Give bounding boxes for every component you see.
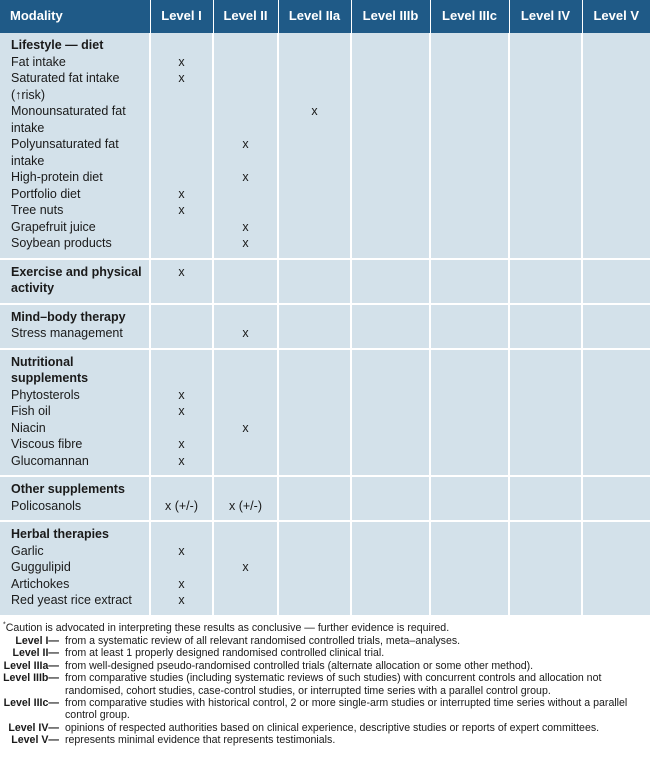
value-mark	[214, 309, 277, 326]
value-cell	[430, 521, 509, 615]
value-mark	[214, 481, 277, 498]
modality-cell	[0, 259, 150, 304]
value-box	[431, 477, 508, 487]
value-box	[431, 350, 508, 360]
header-level-i: Level I	[150, 0, 213, 33]
value-box	[431, 260, 508, 270]
value-mark	[214, 120, 277, 137]
value-mark	[151, 103, 212, 120]
value-box	[352, 522, 429, 532]
value-mark	[279, 202, 350, 219]
value-box	[279, 522, 350, 615]
value-box	[431, 305, 508, 315]
level-definitions	[3, 635, 646, 747]
value-box	[214, 305, 277, 348]
value-mark: x	[311, 104, 318, 118]
level-note	[3, 697, 646, 722]
value-cell	[582, 521, 650, 615]
value-box	[510, 477, 581, 487]
value-mark	[151, 219, 212, 236]
value-cell	[278, 33, 351, 259]
value-mark: x	[242, 560, 249, 574]
level-note-label: Level IV—	[8, 721, 59, 734]
value-mark	[151, 309, 212, 326]
list-item	[11, 453, 143, 470]
list-item	[11, 576, 143, 593]
value-mark	[279, 403, 350, 420]
level-note	[3, 734, 646, 746]
value-box	[214, 33, 277, 258]
value-mark	[214, 186, 277, 203]
item-label: intake	[11, 153, 45, 168]
value-cell	[278, 476, 351, 521]
modality-box	[0, 350, 149, 476]
value-box	[151, 305, 212, 348]
value-box	[151, 33, 212, 258]
value-box	[510, 522, 581, 532]
value-mark	[214, 526, 277, 543]
value-mark	[279, 70, 350, 87]
modality-box	[0, 477, 149, 520]
value-cell	[150, 259, 213, 304]
value-mark: x	[178, 186, 185, 201]
value-mark: x	[242, 137, 249, 151]
value-mark	[279, 186, 350, 203]
item-label: Phytosterols	[11, 387, 80, 402]
group-row	[0, 259, 650, 304]
value-box	[279, 33, 350, 258]
value-cell	[351, 521, 430, 615]
value-mark	[151, 169, 212, 186]
item-label: Stress management	[11, 326, 123, 340]
value-mark	[279, 219, 350, 236]
header-level-iv: Level IV	[509, 0, 582, 33]
value-mark	[279, 153, 350, 170]
value-mark: x	[178, 593, 185, 607]
modality-box	[0, 305, 149, 348]
value-mark	[214, 37, 277, 54]
value-mark	[214, 54, 277, 71]
item-label: Glucomannan	[11, 453, 89, 468]
header-level-ii: Level II	[213, 0, 278, 33]
item-label: Policosanols	[11, 498, 82, 513]
value-mark: x	[178, 576, 185, 591]
value-mark: x	[178, 54, 185, 69]
value-box	[279, 260, 350, 303]
value-mark: x	[178, 437, 185, 451]
group-row	[0, 304, 650, 349]
level-note-label: Level IIIa—	[3, 659, 59, 672]
level-note	[3, 722, 646, 734]
header-row	[0, 0, 650, 33]
modality-cell	[0, 304, 150, 349]
list-item	[11, 219, 143, 236]
value-mark	[214, 436, 277, 453]
value-mark	[214, 153, 277, 170]
header-level-iia: Level IIa	[278, 0, 351, 33]
value-cell	[213, 476, 278, 521]
value-mark	[151, 87, 212, 104]
modality-cell	[0, 521, 150, 615]
value-box	[431, 522, 508, 532]
value-box	[510, 305, 581, 315]
group-title: Nutritional supplements	[11, 354, 89, 385]
list-item	[11, 325, 143, 342]
value-mark	[151, 481, 212, 498]
level-note	[3, 660, 646, 672]
value-cell	[351, 349, 430, 477]
value-cell	[351, 259, 430, 304]
value-box	[151, 350, 212, 476]
modality-box	[0, 260, 149, 303]
value-mark	[214, 592, 277, 609]
value-mark	[279, 136, 350, 153]
value-cell	[509, 349, 582, 477]
value-mark	[279, 526, 350, 543]
value-cell	[213, 349, 278, 477]
value-mark: x	[178, 203, 185, 217]
level-note-text: from a systematic review of all relevant randomised controlled trials, meta–analyses.	[65, 634, 461, 647]
value-mark	[151, 325, 212, 342]
value-mark	[151, 235, 212, 252]
value-box	[583, 305, 650, 315]
value-cell	[278, 259, 351, 304]
value-cell	[509, 476, 582, 521]
value-box	[510, 260, 581, 270]
value-box	[352, 305, 429, 315]
caution-mark: *	[3, 620, 6, 628]
value-mark: x	[242, 420, 249, 435]
value-mark	[279, 420, 350, 437]
level-note-text: from well-designed pseudo-randomised controlled trials (alternate allocation or some other method).	[65, 659, 534, 672]
value-mark	[279, 559, 350, 576]
value-mark	[279, 309, 350, 326]
value-mark	[151, 559, 212, 576]
group-row	[0, 476, 650, 521]
level-note-text: from comparative studies with historical control, 2 or more single-arm studies or interrupted time series without a parallel control group.	[65, 696, 628, 722]
value-cell	[278, 349, 351, 477]
value-mark: x	[242, 236, 249, 250]
value-cell	[213, 33, 278, 259]
level-note-label: Level IIIb—	[3, 672, 59, 685]
value-cell	[278, 304, 351, 349]
item-label: Niacin	[11, 420, 46, 435]
value-mark	[279, 325, 350, 342]
value-cell	[430, 33, 509, 259]
value-cell	[430, 349, 509, 477]
level-note-label: Level V—	[11, 734, 59, 747]
list-item	[11, 70, 143, 103]
list-item	[11, 202, 143, 219]
header-level-iiic: Level IIIc	[430, 0, 509, 33]
modality-cell	[0, 349, 150, 477]
value-mark	[214, 354, 277, 387]
item-label: (↑risk)	[11, 87, 46, 102]
item-label: Polyunsaturated fat	[11, 137, 119, 151]
value-mark	[151, 120, 212, 137]
value-mark	[151, 420, 212, 437]
value-cell	[509, 521, 582, 615]
value-cell	[582, 259, 650, 304]
caution-note	[3, 622, 646, 634]
value-mark	[279, 592, 350, 609]
value-cell	[150, 304, 213, 349]
value-cell	[150, 476, 213, 521]
level-note-text: opinions of respected authorities based on clinical experience, descriptive studies or reports of expert committees.	[65, 721, 600, 734]
list-item	[11, 186, 143, 203]
item-label: Artichokes	[11, 576, 70, 591]
value-mark	[151, 354, 212, 387]
value-cell	[150, 33, 213, 259]
item-label: Garlic	[11, 543, 44, 558]
value-cell	[351, 476, 430, 521]
value-mark	[151, 153, 212, 170]
value-cell	[509, 259, 582, 304]
value-mark	[279, 481, 350, 498]
header-level-iiib: Level IIIb	[351, 0, 430, 33]
value-mark	[214, 264, 277, 297]
list-item	[11, 136, 143, 169]
value-mark	[214, 103, 277, 120]
list-item	[11, 559, 143, 576]
list-item	[11, 403, 143, 420]
value-mark	[279, 576, 350, 593]
list-item	[11, 103, 143, 136]
list-item	[11, 543, 143, 560]
value-box	[151, 522, 212, 615]
value-mark	[279, 169, 350, 186]
footnotes	[0, 615, 650, 747]
item-label: Fish oil	[11, 404, 51, 418]
item-label: intake	[11, 120, 45, 135]
value-cell	[582, 33, 650, 259]
value-box	[583, 522, 650, 532]
value-mark	[214, 202, 277, 219]
value-box	[352, 350, 429, 360]
value-cell	[509, 304, 582, 349]
modality-cell	[0, 476, 150, 521]
value-box	[583, 477, 650, 487]
list-item	[11, 169, 143, 186]
value-mark: x	[178, 71, 185, 85]
value-mark	[279, 235, 350, 252]
value-mark	[214, 387, 277, 404]
value-mark	[279, 387, 350, 404]
item-label: Portfolio diet	[11, 186, 81, 201]
value-box	[151, 260, 212, 303]
value-mark	[214, 87, 277, 104]
value-mark	[214, 403, 277, 420]
value-mark: x	[178, 453, 185, 468]
value-cell	[430, 259, 509, 304]
header-modality: Modality	[0, 0, 150, 33]
value-cell	[582, 304, 650, 349]
item-label: Fat intake	[11, 54, 66, 69]
value-box	[151, 477, 212, 520]
group-title: Other supplements	[11, 482, 125, 496]
value-mark	[279, 120, 350, 137]
caution-text: Caution is advocated in interpreting these results as conclusive — further evidence is required.	[5, 621, 450, 634]
value-mark	[279, 87, 350, 104]
value-mark	[279, 453, 350, 470]
value-box	[352, 260, 429, 270]
value-cell	[351, 33, 430, 259]
group-title: Exercise and physical activity	[11, 264, 142, 295]
value-box	[583, 350, 650, 360]
value-cell	[582, 349, 650, 477]
item-label: Grapefruit juice	[11, 219, 96, 234]
value-mark	[151, 37, 212, 54]
value-cell	[150, 349, 213, 477]
list-item	[11, 436, 143, 453]
value-mark	[279, 543, 350, 560]
group-row	[0, 521, 650, 615]
value-mark: x (+/-)	[229, 498, 262, 513]
value-cell	[430, 304, 509, 349]
item-label: Tree nuts	[11, 203, 64, 217]
value-mark	[151, 526, 212, 543]
value-cell	[582, 476, 650, 521]
value-mark	[279, 264, 350, 297]
item-label: Saturated fat intake	[11, 71, 120, 85]
value-mark: x	[178, 543, 185, 558]
value-mark: x (+/-)	[165, 498, 198, 513]
value-box	[279, 477, 350, 520]
group-title: Mind–body therapy	[11, 309, 126, 324]
value-mark	[279, 354, 350, 387]
list-item	[11, 420, 143, 437]
value-mark	[214, 543, 277, 560]
value-mark: x	[178, 264, 185, 279]
value-box	[214, 522, 277, 615]
value-mark	[151, 136, 212, 153]
modality-box	[0, 522, 149, 615]
header-level-v: Level V	[582, 0, 650, 33]
modality-box	[0, 33, 149, 258]
level-note	[3, 635, 646, 647]
value-mark: x	[242, 219, 249, 234]
value-cell	[351, 304, 430, 349]
level-note-label: Level I—	[15, 634, 59, 647]
level-note-text: represents minimal evidence that represents testimonials.	[65, 734, 336, 747]
value-cell	[213, 259, 278, 304]
value-mark	[279, 498, 350, 515]
value-box	[214, 260, 277, 303]
value-box	[352, 33, 429, 43]
level-note	[3, 647, 646, 659]
value-box	[510, 350, 581, 360]
value-cell	[213, 521, 278, 615]
item-label: Guggulipid	[11, 560, 71, 574]
value-cell	[278, 521, 351, 615]
list-item	[11, 498, 143, 515]
value-mark	[279, 54, 350, 71]
table-header	[0, 0, 650, 33]
value-mark	[214, 576, 277, 593]
list-item	[11, 235, 143, 252]
level-note-text: from at least 1 properly designed randomised controlled clinical trial.	[65, 647, 385, 660]
value-box	[510, 33, 581, 43]
list-item	[11, 54, 143, 71]
level-note-label: Level IIIc—	[3, 696, 59, 709]
value-box	[279, 350, 350, 476]
group-title: Lifestyle — diet	[11, 38, 104, 52]
item-label: Monounsaturated fat	[11, 104, 126, 118]
value-box	[583, 260, 650, 270]
group-title: Herbal therapies	[11, 527, 109, 541]
value-cell	[509, 33, 582, 259]
item-label: Viscous fibre	[11, 437, 83, 451]
value-mark	[214, 70, 277, 87]
value-box	[214, 477, 277, 520]
group-row	[0, 349, 650, 477]
level-note	[3, 672, 646, 697]
value-mark	[214, 453, 277, 470]
value-box	[214, 350, 277, 476]
item-label: Soybean products	[11, 236, 112, 250]
value-mark	[279, 37, 350, 54]
value-mark: x	[242, 170, 249, 184]
level-note-label: Level II—	[12, 647, 59, 660]
value-box	[352, 477, 429, 487]
value-mark	[279, 436, 350, 453]
level-note-text: from comparative studies (including systematic reviews of such studies) with concurrent controls and allocation not randomised, cohort studies, case-control studies, or interrupted time series with a parallel control group.	[65, 672, 602, 697]
table-body	[0, 33, 650, 615]
modality-cell	[0, 33, 150, 259]
value-box	[431, 33, 508, 43]
list-item	[11, 387, 143, 404]
value-mark: x	[178, 404, 185, 418]
value-mark: x	[178, 387, 185, 402]
item-label: High-protein diet	[11, 170, 103, 184]
value-box	[583, 33, 650, 43]
group-row	[0, 33, 650, 259]
list-item	[11, 592, 143, 609]
value-cell	[150, 521, 213, 615]
value-cell	[430, 476, 509, 521]
item-label: Red yeast rice extract	[11, 593, 132, 607]
value-mark: x	[242, 326, 249, 340]
value-box	[279, 305, 350, 348]
value-cell	[213, 304, 278, 349]
